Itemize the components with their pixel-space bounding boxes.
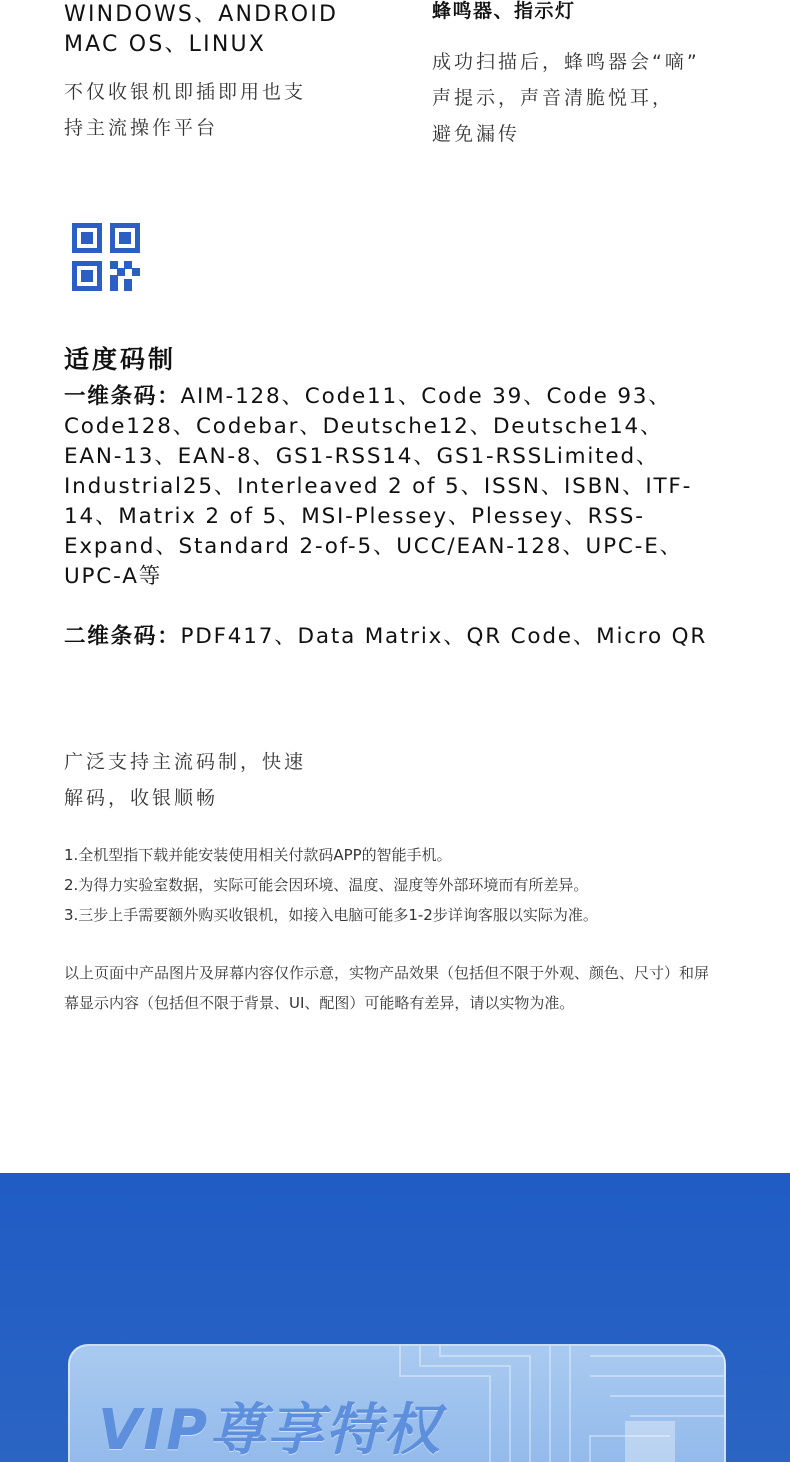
one-d-barcode-list xyxy=(64,382,714,592)
one-d-value: AIM-128、Code11、Code 39、Code 93、Code128、Codebar、Deutsche12、Deutsche14、EAN-13、EAN-8、GS1-RSS14、GS1-RSSLimited、Industrial25、Interleaved 2 of 5、ISSN、ISBN、ITF-14、Matrix 2 of 5、MSI-Plessey、Plessey、RSS-Expand、Standard 2-of-5、UCC/EAN-128、UPC-E、UPC-A等 xyxy=(64,384,693,589)
os-support-description xyxy=(64,74,354,146)
os-desc-line-2: 持主流操作平台 xyxy=(64,117,219,139)
note-item: 2.为得力实验室数据，实际可能会因环境、温度、湿度等外部环境而有所差异。 xyxy=(64,876,589,894)
support-line-1: 广泛支持主流码制，快速 xyxy=(64,751,307,773)
symbology-support-text xyxy=(64,744,364,816)
qr-code-icon xyxy=(72,223,140,291)
buzzer-desc-line-1: 成功扫描后，蜂鸣器会“嘀” xyxy=(432,51,700,73)
vip-title: VIP尊享特权 xyxy=(98,1398,442,1462)
one-d-label: 一维条码： xyxy=(64,384,181,409)
vip-section xyxy=(0,1173,790,1462)
two-d-value: PDF417、Data Matrix、QR Code、Micro QR xyxy=(180,624,708,649)
buzzer-description xyxy=(432,44,722,152)
vip-card xyxy=(68,1344,726,1462)
two-d-label: 二维条码： xyxy=(64,624,181,649)
support-line-2: 解码，收银顺畅 xyxy=(64,787,219,809)
footnotes xyxy=(64,840,724,930)
disclaimer-text: 以上页面中产品图片及屏幕内容仅作示意，实物产品效果（包括但不限于外观、颜色、尺寸）和屏幕显示内容（包括但不限于背景、UI、配图）可能略有差异，请以实物为准。 xyxy=(64,964,710,1012)
buzzer-title: 蜂鸣器、指示灯 xyxy=(432,0,576,22)
os-desc-line-1: 不仅收银机即插即用也支 xyxy=(64,81,307,103)
buzzer-desc-line-3: 避免漏传 xyxy=(432,123,521,145)
note-item: 1.全机型指下载并能安装使用相关付款码APP的智能手机。 xyxy=(64,846,452,864)
note-item: 3.三步上手需要额外购买收银机，如接入电脑可能多1-2步详询客服以实际为准。 xyxy=(64,906,598,924)
symbology-title: 适度码制 xyxy=(64,345,177,374)
os-support-title xyxy=(64,0,338,60)
buzzer-desc-line-2: 声提示，声音清脆悦耳， xyxy=(432,87,675,109)
two-d-barcode-list xyxy=(64,622,714,652)
os-title-line-2: MAC OS、LINUX xyxy=(64,32,267,57)
os-title-line-1: WINDOWS、ANDROID xyxy=(64,2,339,27)
